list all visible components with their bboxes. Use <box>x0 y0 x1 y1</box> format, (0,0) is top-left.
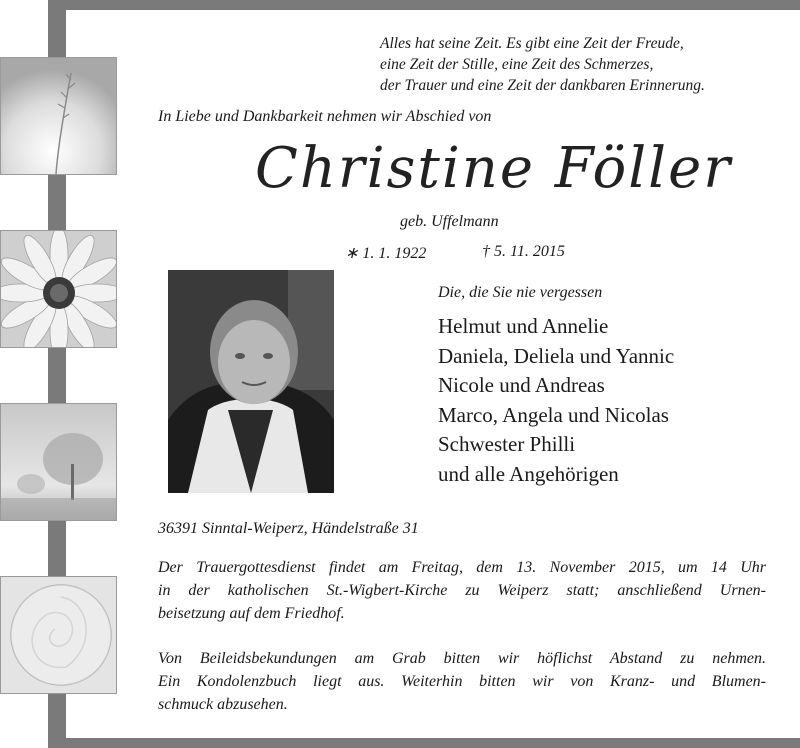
poem-line-1: Alles hat seine Zeit. Es gibt eine Zeit der Freude, <box>380 35 684 52</box>
portrait-photo <box>168 270 334 493</box>
grass-stalk-image <box>0 57 117 175</box>
service-line-3: beisetzung auf dem Friedhof. <box>158 605 345 622</box>
mourner-line: Marco, Angela und Nicolas <box>438 402 669 427</box>
intro-text: In Liebe und Dankbarkeit nehmen wir Abschied von <box>158 108 492 125</box>
birth-date: ∗ 1. 1. 1922 <box>345 245 427 262</box>
mourner-line: Daniela, Deliela und Yannic <box>438 343 675 368</box>
mourner-line: Schwester Philli <box>438 432 576 456</box>
death-date: † 5. 11. 2015 <box>482 243 565 260</box>
frame-bottom-bar <box>48 738 800 748</box>
poem-line-3: der Trauer und eine Zeit der dankbaren Erinnerung. <box>380 77 705 94</box>
condolence-line-3: schmuck abzusehen. <box>158 696 288 713</box>
condolence-line-2: Ein Kondolenzbuch liegt aus. Weiterhin bitten wir von Kranz- und Blumen- <box>158 673 766 690</box>
service-paragraph <box>158 556 766 625</box>
white-rose-image <box>0 576 117 694</box>
birth-name: geb. Uffelmann <box>400 213 499 230</box>
mourners-list <box>438 312 674 489</box>
service-line-2: in der katholischen St.-Wigbert-Kirche zu Weiperz statt; anschließend Urnen- <box>158 582 766 599</box>
frame-top-bar <box>48 0 800 10</box>
misty-tree-image <box>0 403 117 521</box>
condolence-line-1: Von Beileidsbekundungen am Grab bitten wir höflichst Abstand zu nehmen. <box>158 650 766 667</box>
poem-line-2: eine Zeit der Stille, eine Zeit des Schmerzes, <box>380 56 654 73</box>
mourner-line: Helmut und Annelie <box>438 314 609 338</box>
service-line-1: Der Trauergottesdienst findet am Freitag, dem 13. November 2015, um 14 Uhr <box>158 559 766 576</box>
mourner-line: Nicole und Andreas <box>438 373 605 397</box>
address: 36391 Sinntal-Weiperz, Händelstraße 31 <box>158 520 419 537</box>
deceased-name: Christine Föller <box>255 136 732 201</box>
mourners-intro: Die, die Sie nie vergessen <box>438 284 603 301</box>
poem <box>380 33 705 96</box>
mourner-line: und alle Angehörigen <box>438 461 619 486</box>
condolence-paragraph <box>158 647 766 716</box>
daisy-flower-image <box>0 230 117 348</box>
